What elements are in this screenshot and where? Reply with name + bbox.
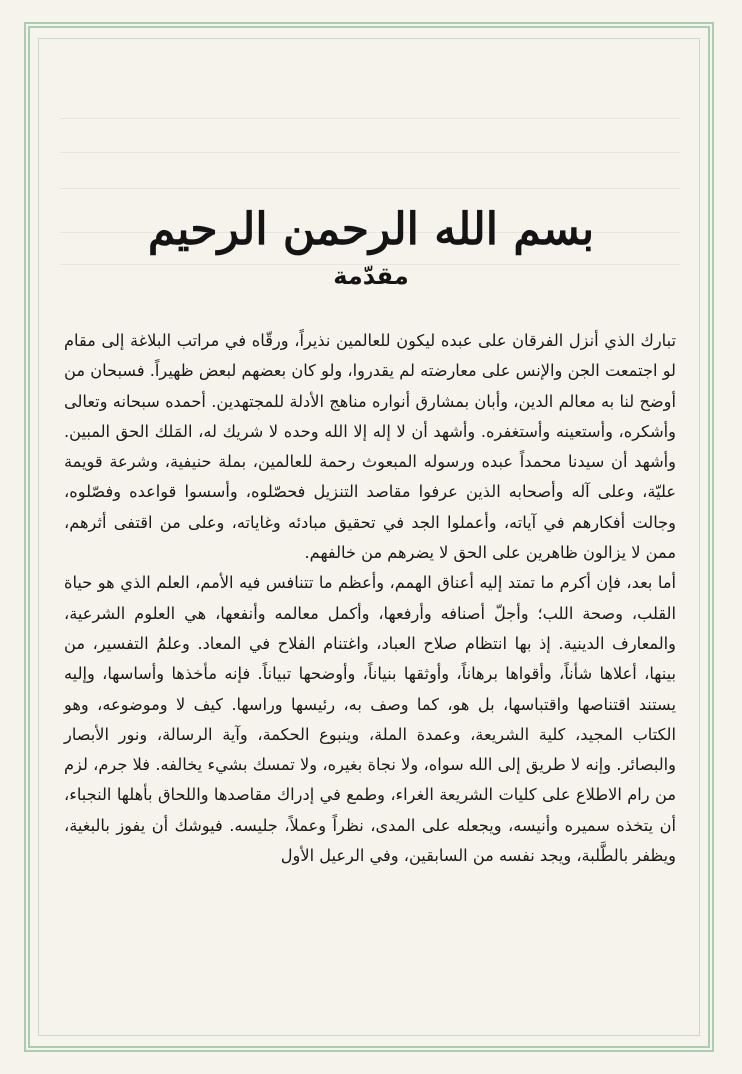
- paragraph: تبارك الذي أنزل الفرقان على عبده ليكون للعالمين نذيراً، ورقّاه في مراتب البلاغة إلى مقام لو اجتمعت الجن والإنس على معارضته لم يقدروا، ولو كان بعضهم لبعض ظهيراً. فسبحان من أوضح لنا به معالم الدين، وأبان بمشارق أنواره مناهج الأدلة للمجتهدين. أحمده سبحانه وتعالى وأشكره، وأستعينه وأستغفره. وأشهد أن لا إله إلا الله وحده لا شريك له، المَلك الحق المبين. وأشهد أن سيدنا محمداً عبده ورسوله المبعوث رحمة للعالمين، بملة حنيفية، وشرعة قويمة عليّة، وعلى آله وأصحابه الذين عرفوا مقاصد التنزيل فحصّلوه، وأسسوا قواعده وفصّلوه، وجالت أفكارهم في آياته، وأعملوا الجد في تحقيق مبادئه وغاياته، وعلى من اقتفى أثرهم، ممن لا يزالون ظاهرين على الحق لا يضرهم من خالفهم.: [64, 331, 676, 563]
- show-through-line: [60, 118, 680, 129]
- section-heading: مقدّمة: [333, 262, 409, 290]
- basmala-calligraphy: بسم الله الرحمن الرحيم: [147, 204, 595, 255]
- paragraph: أما بعد، فإن أكرم ما تمتد إليه أعناق الهمم، وأعظم ما تتنافس فيه الأمم، العلم الذي هو حياة القلب، وصحة اللب؛ وأجلّ أصنافه وأرفعها، وأكمل معالمه وأنفعها، هي العلوم الشرعية، والمعارف الدينية. إذ بها انتظام صلاح العباد، واغتنام الفلاح في المعاد. وعلمُ التفسير، من بينها، أعلاها شأناً، وأقواها برهاناً، وأوثقها بنياناً، وأوضحها تبياناً. فإنه مأخذها وأساسها، وإليه يستند اقتناصها واقتباسها، بل هو، كما وصف به، رئيسها وراسها. كيف لا وموضوعه، وهو الكتاب المجيد، كلية الشريعة، وعمدة الملة، وينبوع الحكمة، وآية الرسالة، ونور الأبصار والبصائر. وإنه لا طريق إلى الله سواه، ولا نجاة بغيره، ولا تمسك بشيء يخالفه. فلا جرم، لزم من رام الاطلاع على كليات الشريعة الغراء، وطمع في إدراك مقاصدها واللحاق بأهلها النجباء، أن يتخذه سميره وأنيسه، ويجعله على المدى، نظراً وعملاً، جليسه. فيوشك أن يفوز بالبغية، ويظفر بالطَّلبة، ويجد نفسه من السابقين، وفي الرعيل الأول: [64, 573, 676, 866]
- show-through-line: [60, 188, 680, 199]
- show-through-line: [60, 152, 680, 163]
- body-text: [64, 326, 676, 871]
